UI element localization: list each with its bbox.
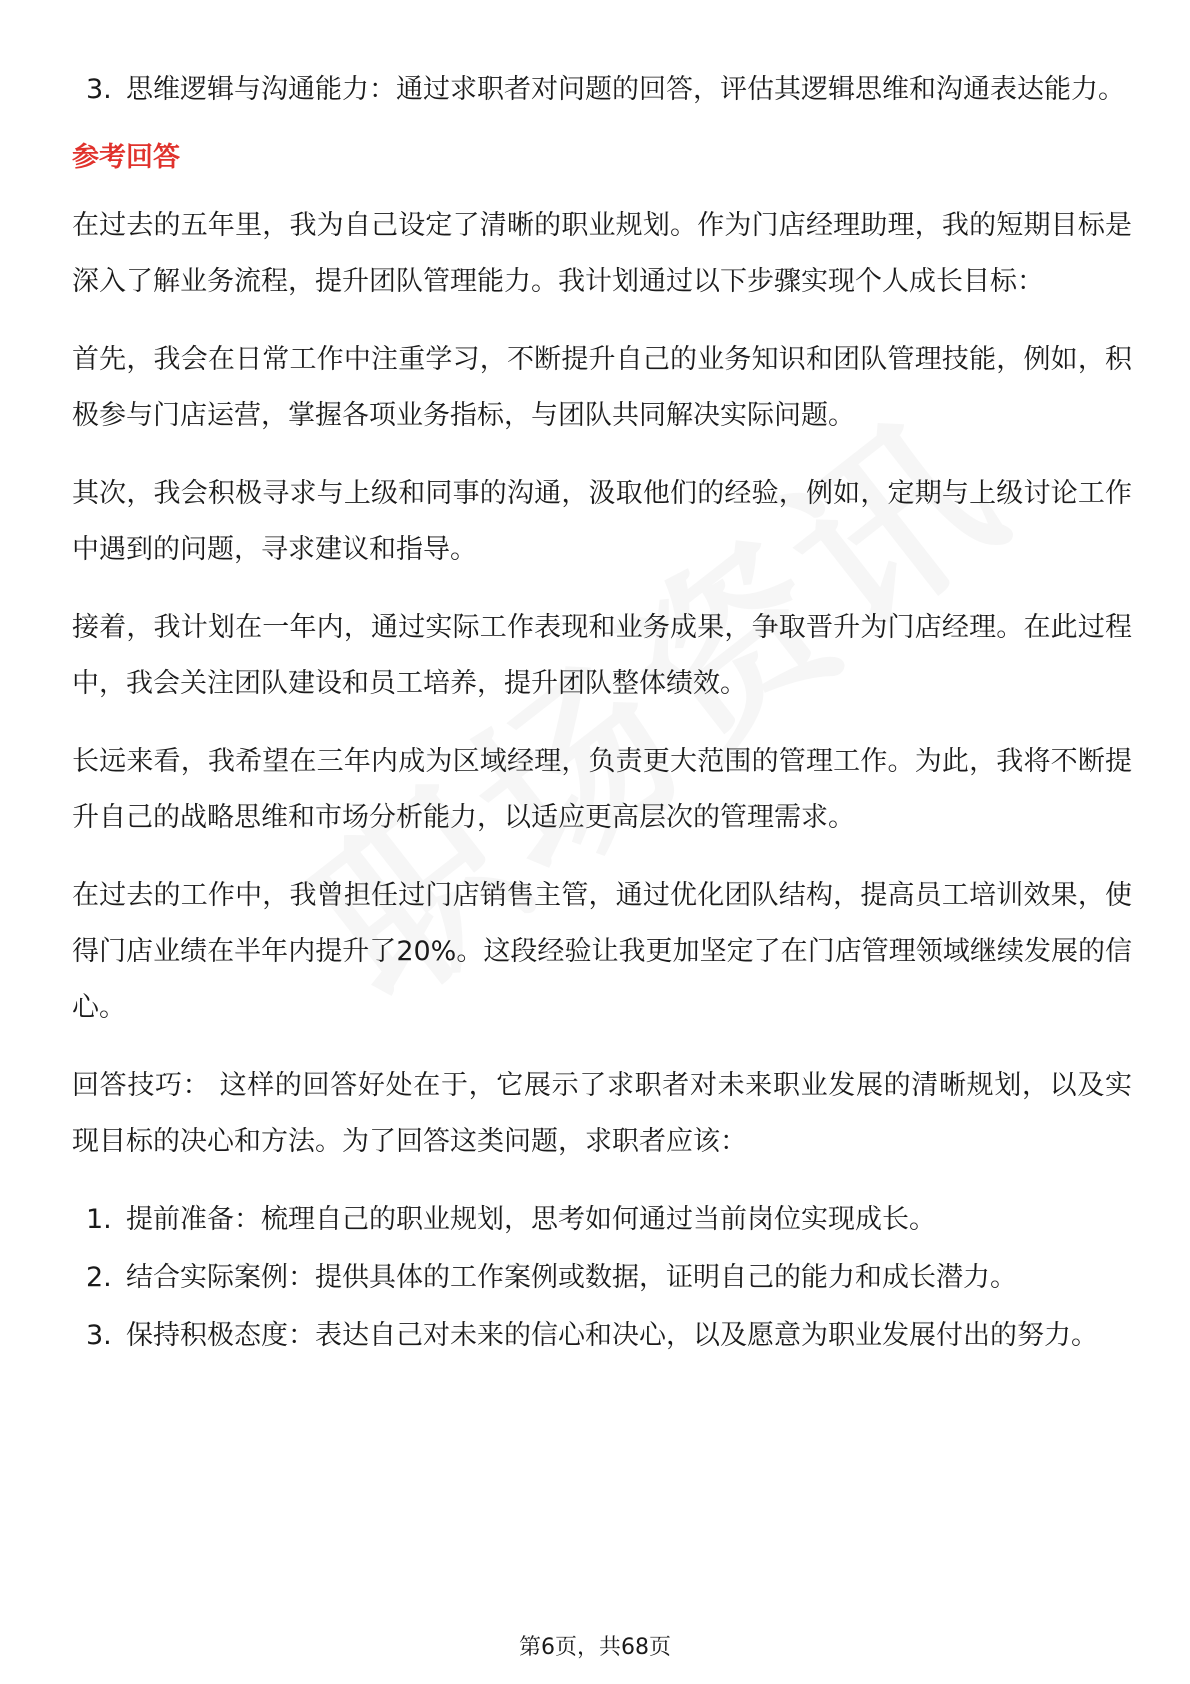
list-item-number: 2. xyxy=(86,1262,112,1293)
list-item-text: 保持积极态度：表达自己对未来的信心和决心，以及愿意为职业发展付出的努力。 xyxy=(126,1320,1098,1351)
list-item-text: 思维逻辑与沟通能力：通过求职者对问题的回答，评估其逻辑思维和沟通表达能力。 xyxy=(126,74,1125,105)
paragraph: 其次，我会积极寻求与上级和同事的沟通，汲取他们的经验，例如，定期与上级讨论工作中遇到的问题，寻求建议和指导。 xyxy=(72,478,1132,565)
section-title: 参考回答 xyxy=(72,142,180,173)
page-content xyxy=(72,62,1132,1366)
list-item-text: 结合实际案例：提供具体的工作案例或数据，证明自己的能力和成长潜力。 xyxy=(126,1262,1017,1293)
paragraph: 在过去的五年里，我为自己设定了清晰的职业规划。作为门店经理助理，我的短期目标是深入了解业务流程，提升团队管理能力。我计划通过以下步骤实现个人成长目标： xyxy=(72,210,1132,297)
list-item xyxy=(72,1192,1132,1248)
paragraph: 在过去的工作中，我曾担任过门店销售主管，通过优化团队结构，提高员工培训效果，使得门店业绩在半年内提升了20%。这段经验让我更加坚定了在门店管理领域继续发展的信心。 xyxy=(72,880,1132,1023)
intro-list xyxy=(72,62,1132,118)
page-footer: 第6页，共68页 xyxy=(519,1635,671,1660)
list-item-number: 3. xyxy=(86,1320,112,1351)
paragraph: 接着，我计划在一年内，通过实际工作表现和业务成果，争取晋升为门店经理。在此过程中，我会关注团队建设和员工培养，提升团队整体绩效。 xyxy=(72,612,1132,699)
list-item-text: 提前准备：梳理自己的职业规划，思考如何通过当前岗位实现成长。 xyxy=(126,1204,936,1235)
list-item xyxy=(72,1308,1132,1364)
list-item-number: 1. xyxy=(86,1204,112,1235)
tips-list xyxy=(72,1192,1132,1364)
paragraph: 首先，我会在日常工作中注重学习，不断提升自己的业务知识和团队管理技能，例如，积极参与门店运营，掌握各项业务指标，与团队共同解决实际问题。 xyxy=(72,344,1132,431)
list-item xyxy=(72,1250,1132,1306)
paragraph: 长远来看，我希望在三年内成为区域经理，负责更大范围的管理工作。为此，我将不断提升自己的战略思维和市场分析能力，以适应更高层次的管理需求。 xyxy=(72,746,1132,833)
list-item-number: 3. xyxy=(86,74,112,105)
list-item xyxy=(72,62,1132,118)
paragraph: 回答技巧： 这样的回答好处在于，它展示了求职者对未来职业发展的清晰规划，以及实现目标的决心和方法。为了回答这类问题，求职者应该： xyxy=(72,1070,1132,1157)
